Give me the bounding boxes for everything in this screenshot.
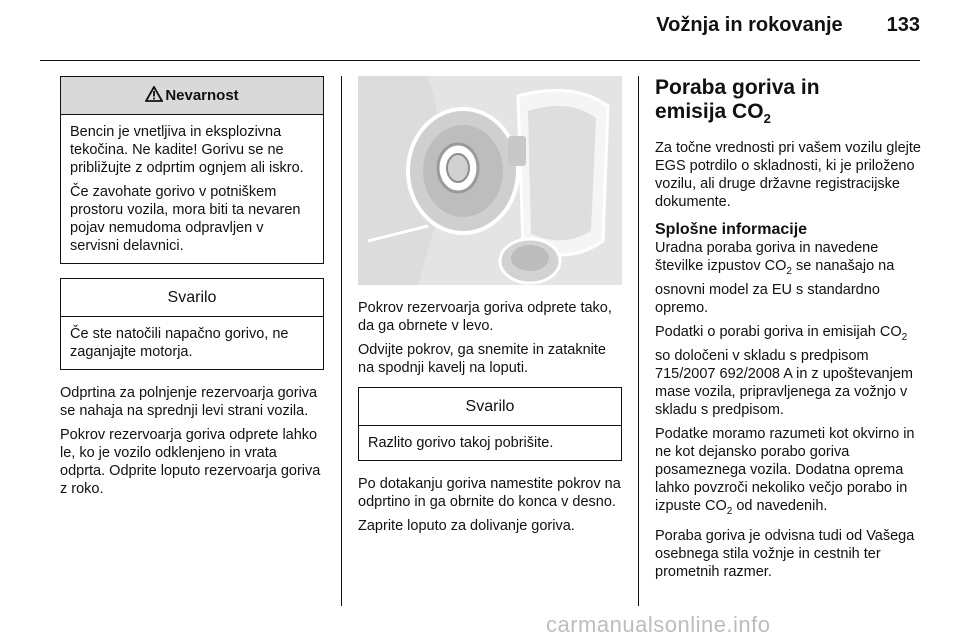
column-divider-2 [638, 76, 639, 606]
fuel-filler-flap-illustration [358, 76, 622, 285]
col2-paragraph-2: Odvijte pokrov, ga snemite in zataknite na spodnji kavelj na loputi. [358, 342, 606, 376]
danger-heading-text: Nevarnost [165, 87, 239, 104]
p2-text-b: so določeni v skladu s predpisom 715/2007 692/2008 A in z upoštevanjem mase vozila, pripravljenega za vožnjo v skladu s predpisom. [655, 347, 913, 418]
column-divider-1 [341, 76, 342, 606]
p1-text-a: Uradna poraba goriva in navedene številke izpustov CO [655, 240, 879, 275]
p1-text-b: se nanašajo na osnovni model za EU s standardno opremo. [655, 258, 895, 317]
danger-paragraph-2: Če zavohate gorivo v potniškem prostoru vozila, mora biti ta nevaren pojav nemudoma odpravljen v servisni delavnici. [70, 184, 301, 254]
p3-subscript: 2 [726, 505, 733, 517]
danger-box-heading [61, 77, 323, 115]
col3-paragraph-2 [655, 323, 923, 419]
col3-paragraph-4: Poraba goriva je odvisna tudi od Vašega osebnega stila vožnje in cestnih ter prometnih razmer. [655, 527, 915, 580]
caution-box-1-heading: Svarilo [61, 279, 323, 317]
section-title-subscript: 2 [763, 111, 771, 127]
col1-paragraph-1: Odprtina za polnjenje rezervoarja goriva se nahaja na sprednji levi strani vozila. [60, 385, 318, 419]
column-1 [60, 76, 324, 504]
caution-box-1 [60, 278, 324, 370]
col3-paragraph-3 [655, 425, 923, 521]
page-number: 133 [886, 14, 920, 36]
intro-paragraph: Za točne vrednosti pri vašem vozilu glejte EGS potrdilo o skladnosti, ki je priloženo vozilu, ali druge državne registracijske dokumente. [655, 140, 921, 211]
caution-box-1-text: Če ste natočili napačno gorivo, ne zaganjajte motorja. [70, 326, 289, 360]
p1-subscript: 2 [786, 266, 792, 278]
fuel-filler-flap-icon [358, 76, 622, 285]
p2-text-a: Podatki o porabi goriva in emisijah CO [655, 324, 902, 341]
chapter-title: Vožnja in rokovanje [656, 14, 843, 36]
section-title-line-1: Poraba goriva in [655, 76, 820, 99]
danger-box [60, 76, 324, 264]
page-header [656, 14, 920, 37]
col2-paragraph-1: Pokrov rezervoarja goriva odprete tako, da ga obrnete v levo. [358, 300, 612, 334]
section-title-line-2: emisija CO [655, 100, 764, 123]
section-title [655, 76, 923, 131]
caution-box-2-text: Razlito gorivo takoj pobrišite. [368, 435, 554, 451]
col3-paragraph-1 [655, 239, 923, 317]
warning-triangle-icon [145, 86, 163, 102]
col2-paragraph-3: Po dotakanju goriva namestite pokrov na odprtino in ga obrnite do konca v desno. [358, 476, 621, 510]
p2-subscript: 2 [901, 331, 908, 343]
subheading: Splošne informacije [655, 221, 808, 239]
watermark: carmanualsonline.info [546, 612, 771, 637]
danger-paragraph-1: Bencin je vnetljiva in eksplozivna tekočina. Ne kadite! Gorivu se ne približujte z odprtim ognjem ali iskro. [70, 124, 304, 176]
col1-paragraph-2: Pokrov rezervoarja goriva odprete lahko le, ko je vozilo odklenjeno in vrata odprta. Odprite loputo rezervoarja goriva z roko. [60, 427, 321, 497]
column-3 [655, 76, 923, 587]
caution-box-2 [358, 387, 622, 461]
p3-text-b: od navedenih. [732, 497, 828, 514]
col2-paragraph-4: Zaprite loputo za dolivanje goriva. [358, 518, 575, 534]
header-rule [40, 60, 920, 61]
p3-text-a: Podatke moramo razumeti kot okvirno in ne kot dejansko porabo goriva posameznega vozila. Dodatna oprema lahko povzroči nekoliko večjo porabo in izpuste CO [655, 425, 915, 514]
column-2 [358, 76, 622, 541]
caution-box-2-heading: Svarilo [359, 388, 621, 426]
